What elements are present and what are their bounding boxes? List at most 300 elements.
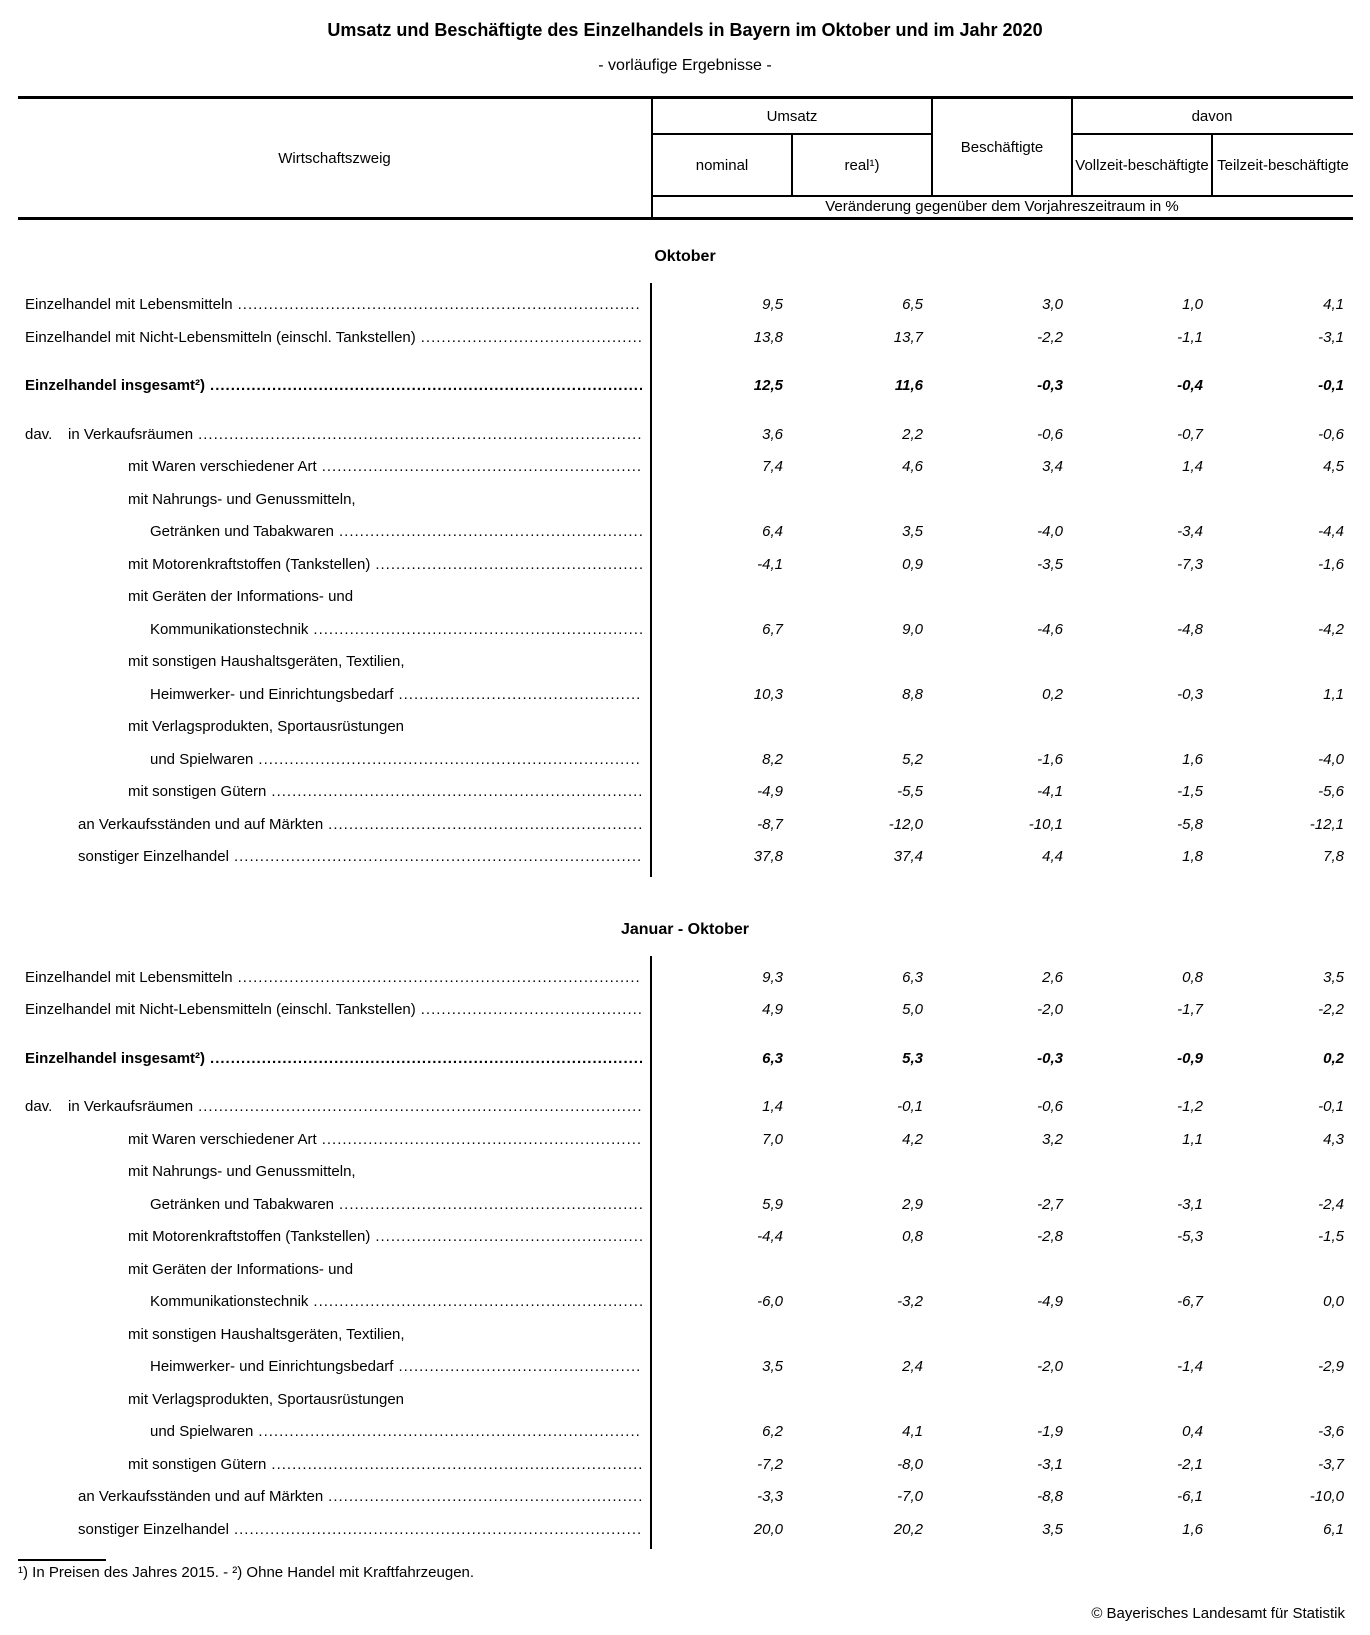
value-cell: -3,5	[1037, 555, 1063, 573]
row-label	[0, 1286, 651, 1319]
value-cell: -8,0	[897, 1455, 923, 1473]
value-cell: 4,5	[1323, 458, 1344, 475]
row-label-text: in Verkaufsräumen	[68, 1098, 194, 1115]
value-cell	[1212, 1384, 1353, 1417]
value-cell: 2,9	[902, 1195, 923, 1213]
dot-leader	[198, 1091, 642, 1124]
row-label	[0, 1156, 651, 1189]
row-label-text: Heimwerker- und Einrichtungsbedarf	[150, 685, 394, 703]
value-cell: -2,7	[1037, 1195, 1063, 1213]
row-label-text: mit Motorenkraftstoffen (Tankstellen)	[128, 1228, 371, 1245]
table-row	[0, 809, 1370, 842]
value-cell: -1,4	[1177, 1358, 1203, 1375]
section-rows	[0, 962, 1370, 1547]
value-cell	[651, 711, 792, 744]
value-cell: -10,0	[1309, 1488, 1344, 1505]
value-cell: -7,0	[897, 1488, 923, 1505]
footnote: ¹) In Preisen des Jahres 2015. - ²) Ohne Handel mit Kraftfahrzeugen.	[18, 1564, 475, 1581]
row-label	[0, 289, 651, 322]
value-cell	[792, 646, 932, 679]
table-row	[0, 1091, 1370, 1124]
value-cell: 0,8	[902, 1228, 923, 1245]
row-label	[0, 419, 651, 452]
value-cell: -6,7	[1177, 1293, 1203, 1310]
value-cell: -2,9	[1318, 1358, 1344, 1375]
value-cell: 6,2	[762, 1423, 783, 1440]
dot-leader	[313, 614, 642, 647]
value-cell	[1212, 711, 1353, 744]
value-cell: 3,2	[1042, 1130, 1063, 1148]
section-heading: Oktober	[654, 248, 716, 265]
value-cell: -1,7	[1177, 1001, 1203, 1018]
table-row	[0, 744, 1370, 777]
row-label	[0, 744, 651, 777]
dot-leader	[258, 1416, 642, 1449]
value-cell: 3,4	[1042, 458, 1063, 475]
value-cell: 1,1	[1182, 1130, 1203, 1148]
dot-leader	[238, 289, 642, 322]
value-cell: -0,4	[1177, 377, 1203, 394]
value-cell: -4,9	[757, 783, 783, 800]
column-header-teilzeit: Teilzeit-beschäftigte	[1217, 156, 1349, 174]
value-cell	[932, 711, 1072, 744]
value-cell: -7,3	[1177, 555, 1203, 573]
table-row	[0, 841, 1370, 874]
dot-leader	[398, 679, 642, 712]
value-cell: 4,6	[902, 458, 923, 475]
row-label	[0, 776, 651, 809]
value-cell: -1,9	[1037, 1423, 1063, 1440]
table-row	[0, 1254, 1370, 1287]
value-cell: 5,9	[762, 1195, 783, 1213]
value-cell: -2,2	[1318, 1001, 1344, 1018]
value-cell: 3,5	[1323, 968, 1344, 986]
value-cell: 1,1	[1323, 685, 1344, 703]
value-cell	[1072, 484, 1212, 517]
table-body	[0, 247, 1370, 1546]
value-cell: 6,1	[1323, 1520, 1344, 1538]
row-label-text: Einzelhandel mit Nicht-Lebensmitteln (einschl. Tankstellen)	[25, 328, 416, 346]
dot-leader	[238, 962, 642, 995]
value-cell: -0,3	[1037, 377, 1063, 394]
dot-leader	[234, 1514, 642, 1547]
row-label	[0, 1514, 651, 1547]
table-row	[0, 1514, 1370, 1547]
value-cell	[1212, 646, 1353, 679]
value-cell: 0,4	[1182, 1423, 1203, 1440]
value-cell: 4,1	[1323, 296, 1344, 313]
value-cell: -4,4	[757, 1228, 783, 1245]
value-cell	[1072, 581, 1212, 614]
row-prefix: dav.	[25, 1098, 53, 1115]
row-label	[0, 1254, 651, 1287]
value-cell: -0,6	[1318, 425, 1344, 443]
value-cell: 1,8	[1182, 848, 1203, 865]
table-row	[0, 516, 1370, 549]
value-cell	[1212, 1156, 1353, 1189]
value-cell	[1212, 581, 1353, 614]
dot-leader	[328, 809, 642, 842]
value-cell: 3,5	[902, 523, 923, 540]
dot-leader	[322, 1124, 642, 1157]
value-cell: -5,3	[1177, 1228, 1203, 1245]
table-row	[0, 1043, 1370, 1076]
row-label	[0, 1351, 651, 1384]
row-label	[0, 1481, 651, 1514]
value-cell: -1,6	[1037, 750, 1063, 768]
value-cell: 0,2	[1042, 685, 1063, 703]
value-cell: 9,0	[902, 620, 923, 638]
value-cell: 0,8	[1182, 968, 1203, 986]
row-label	[0, 1449, 651, 1482]
value-cell	[792, 711, 932, 744]
value-cell: 4,9	[762, 1001, 783, 1018]
value-cell: -3,1	[1177, 1195, 1203, 1213]
row-label	[0, 370, 651, 403]
row-label-text: sonstiger Einzelhandel	[78, 848, 229, 865]
value-cell	[932, 1156, 1072, 1189]
value-cell: 4,2	[902, 1130, 923, 1148]
section-heading: Januar - Oktober	[620, 920, 750, 938]
dot-leader	[328, 1481, 642, 1514]
value-cell: 3,5	[1042, 1520, 1063, 1538]
table-row	[0, 484, 1370, 517]
value-cell: -0,7	[1177, 425, 1203, 443]
value-cell: 6,3	[902, 968, 923, 986]
value-cell	[1212, 484, 1353, 517]
value-cell: 13,7	[893, 328, 923, 346]
value-cell: -4,2	[1318, 620, 1344, 638]
copyright-notice: © Bayerisches Landesamt für Statistik	[1091, 1605, 1345, 1622]
value-cell	[932, 646, 1072, 679]
value-cell: 4,3	[1323, 1130, 1344, 1148]
value-cell: 4,1	[902, 1423, 923, 1440]
value-cell: -1,5	[1177, 783, 1203, 800]
value-cell: -10,1	[1028, 815, 1063, 833]
value-cell: -3,1	[1037, 1455, 1063, 1473]
value-cell: 9,5	[762, 296, 783, 313]
value-cell: 1,0	[1182, 296, 1203, 313]
row-label	[0, 322, 651, 355]
row-label	[0, 679, 651, 712]
value-cell: -3,7	[1318, 1455, 1344, 1473]
dot-leader	[210, 1043, 642, 1076]
value-cell	[932, 581, 1072, 614]
value-cell	[792, 1384, 932, 1417]
value-cell: -4,0	[1318, 750, 1344, 768]
value-cell: 7,0	[762, 1130, 783, 1148]
value-cell: -1,5	[1318, 1228, 1344, 1245]
row-label-text: Einzelhandel mit Lebensmitteln	[25, 296, 233, 313]
table-row	[0, 1221, 1370, 1254]
row-label	[0, 1189, 651, 1222]
value-cell: -0,1	[897, 1098, 923, 1115]
row-label-text: mit sonstigen Haushaltsgeräten, Textilien,	[128, 653, 405, 670]
table-row	[0, 962, 1370, 995]
table-row	[0, 1286, 1370, 1319]
row-label	[0, 1124, 651, 1157]
value-cell: -3,4	[1177, 523, 1203, 540]
value-cell: 5,2	[902, 750, 923, 768]
value-cell: -4,9	[1037, 1293, 1063, 1310]
row-label	[0, 994, 651, 1027]
value-cell	[1072, 711, 1212, 744]
table-row	[0, 1351, 1370, 1384]
value-cell: 8,8	[902, 685, 923, 703]
value-cell: 2,4	[902, 1358, 923, 1375]
dot-leader	[234, 841, 642, 874]
table-row	[0, 614, 1370, 647]
value-cell: 20,2	[893, 1520, 923, 1538]
value-cell: -4,1	[757, 555, 783, 573]
value-cell: -12,1	[1309, 815, 1344, 833]
row-label-text: mit Verlagsprodukten, Sportausrüstungen	[128, 1390, 404, 1408]
value-cell	[792, 1319, 932, 1352]
value-cell: -7,2	[757, 1455, 783, 1473]
value-cell: 37,8	[753, 848, 783, 865]
row-label-text: und Spielwaren	[150, 750, 254, 768]
row-label	[0, 809, 651, 842]
value-cell	[651, 1156, 792, 1189]
row-label	[0, 1043, 651, 1076]
dot-leader	[271, 1449, 642, 1482]
value-cell	[651, 1319, 792, 1352]
value-cell	[651, 484, 792, 517]
value-cell: -0,3	[1177, 685, 1203, 703]
value-cell	[932, 484, 1072, 517]
value-cell: 6,4	[762, 523, 783, 540]
value-cell: 11,6	[894, 377, 923, 394]
value-cell: -4,4	[1318, 523, 1344, 540]
row-label-text: Einzelhandel insgesamt²)	[25, 1049, 206, 1067]
dot-leader	[339, 516, 642, 549]
value-cell	[1072, 1156, 1212, 1189]
value-cell: -8,7	[757, 815, 783, 833]
column-header-nominal: nominal	[695, 156, 749, 174]
value-cell: 1,4	[1182, 458, 1203, 475]
value-cell: 13,8	[753, 328, 783, 346]
value-cell	[651, 1254, 792, 1287]
row-label-text: und Spielwaren	[150, 1423, 254, 1440]
row-label	[0, 646, 651, 679]
row-label	[0, 1091, 651, 1124]
table-row	[0, 1124, 1370, 1157]
row-label-text: Kommunikationstechnik	[150, 1293, 309, 1310]
value-cell: -0,3	[1037, 1049, 1063, 1067]
row-label	[0, 614, 651, 647]
row-label-text: Kommunikationstechnik	[150, 620, 309, 638]
row-label	[0, 484, 651, 517]
table-row	[0, 1481, 1370, 1514]
value-cell: -1,6	[1318, 555, 1344, 573]
value-cell: 6,3	[762, 1049, 783, 1067]
value-cell: 1,6	[1182, 1520, 1203, 1538]
table-row	[0, 994, 1370, 1027]
value-cell	[792, 581, 932, 614]
value-cell	[792, 484, 932, 517]
unit-row: Veränderung gegenüber dem Vorjahreszeitraum in %	[825, 198, 1179, 215]
table-row	[0, 322, 1370, 355]
value-cell: -3,6	[1318, 1423, 1344, 1440]
row-prefix: dav.	[25, 425, 53, 443]
value-cell	[651, 581, 792, 614]
page-title: Umsatz und Beschäftigte des Einzelhandels in Bayern im Oktober und im Jahr 2020	[327, 20, 1043, 40]
row-label-text: mit Verlagsprodukten, Sportausrüstungen	[128, 718, 404, 735]
column-group-umsatz: Umsatz	[766, 107, 818, 125]
row-label-text: mit sonstigen Haushaltsgeräten, Textilien,	[128, 1325, 405, 1343]
value-cell: 0,2	[1323, 1049, 1344, 1067]
dot-leader	[322, 451, 642, 484]
value-cell: -0,1	[1318, 377, 1344, 394]
row-label	[0, 549, 651, 582]
row-label-text: mit Geräten der Informations- und	[128, 588, 354, 605]
dot-leader	[375, 1221, 642, 1254]
value-cell: 3,5	[762, 1358, 783, 1375]
table-row	[0, 1319, 1370, 1352]
row-label-text: mit Motorenkraftstoffen (Tankstellen)	[128, 555, 371, 573]
value-cell: 7,4	[762, 458, 783, 475]
row-label-text: sonstiger Einzelhandel	[78, 1520, 229, 1538]
column-group-davon: davon	[1191, 107, 1233, 125]
table-row	[0, 776, 1370, 809]
value-cell: -5,8	[1177, 815, 1203, 833]
value-cell: -5,6	[1318, 783, 1344, 800]
value-cell: 6,7	[762, 620, 783, 638]
row-label	[0, 516, 651, 549]
value-cell: -2,0	[1037, 1001, 1063, 1018]
value-cell: -2,0	[1037, 1358, 1063, 1375]
value-cell: 10,3	[753, 685, 783, 703]
value-cell	[1072, 1254, 1212, 1287]
dot-leader	[398, 1351, 642, 1384]
column-header-wirtschaftszweig: Wirtschaftszweig	[278, 149, 391, 167]
row-label-text: Getränken und Tabakwaren	[150, 523, 335, 540]
value-cell: -3,2	[897, 1293, 923, 1310]
row-label-text: mit Waren verschiedener Art	[128, 1130, 317, 1148]
section-oktober	[0, 247, 1370, 874]
value-cell: -0,1	[1318, 1098, 1344, 1115]
table-header	[18, 96, 1353, 220]
value-cell: 2,2	[902, 425, 923, 443]
header-bottom-rule	[18, 217, 1353, 220]
value-cell: 20,0	[753, 1520, 783, 1538]
value-cell: 3,0	[1042, 296, 1063, 313]
dot-leader	[421, 994, 642, 1027]
row-label-text: Heimwerker- und Einrichtungsbedarf	[150, 1358, 394, 1375]
row-label-text: Einzelhandel mit Nicht-Lebensmitteln (einschl. Tankstellen)	[25, 1001, 416, 1018]
row-label-text: Einzelhandel mit Lebensmitteln	[25, 968, 233, 986]
row-label-text: Einzelhandel insgesamt²)	[25, 377, 206, 394]
row-label-text: mit sonstigen Gütern	[128, 783, 267, 800]
value-cell: -6,1	[1177, 1488, 1203, 1505]
row-label-text: an Verkaufsständen und auf Märkten	[78, 1488, 324, 1505]
value-cell: 3,6	[762, 425, 783, 443]
table-row	[0, 419, 1370, 452]
value-cell: -1,2	[1177, 1098, 1203, 1115]
value-cell: 7,8	[1323, 848, 1344, 865]
value-cell: 1,6	[1182, 750, 1203, 768]
dot-leader	[198, 419, 642, 452]
table-row	[0, 646, 1370, 679]
value-cell	[932, 1254, 1072, 1287]
value-cell: -4,0	[1037, 523, 1063, 540]
value-cell: -2,2	[1037, 328, 1063, 346]
value-cell: -8,8	[1037, 1488, 1063, 1505]
row-label-text: in Verkaufsräumen	[68, 425, 194, 443]
value-cell: -4,8	[1177, 620, 1203, 638]
value-cell	[1212, 1254, 1353, 1287]
table-row	[0, 1416, 1370, 1449]
value-cell: -3,3	[757, 1488, 783, 1505]
value-cell	[932, 1384, 1072, 1417]
dot-leader	[258, 744, 642, 777]
dot-leader	[339, 1189, 642, 1222]
column-header-vollzeit: Vollzeit-beschäftigte	[1075, 156, 1209, 174]
row-label	[0, 1221, 651, 1254]
table-row	[0, 370, 1370, 403]
row-label	[0, 1319, 651, 1352]
value-cell	[1072, 1384, 1212, 1417]
value-cell: 9,3	[762, 968, 783, 986]
table-row	[0, 581, 1370, 614]
dot-leader	[375, 549, 642, 582]
row-label-text: mit Nahrungs- und Genussmitteln,	[128, 490, 356, 508]
row-label	[0, 841, 651, 874]
value-cell	[792, 1254, 932, 1287]
table-row	[0, 1384, 1370, 1417]
dot-leader	[210, 370, 642, 403]
dot-leader	[421, 322, 642, 355]
row-label	[0, 711, 651, 744]
value-cell	[651, 646, 792, 679]
value-cell: 5,3	[902, 1049, 923, 1067]
value-cell: -0,6	[1037, 425, 1063, 443]
value-cell: -1,1	[1177, 328, 1203, 346]
value-cell: 0,9	[902, 555, 923, 573]
row-label-text: mit sonstigen Gütern	[128, 1455, 267, 1473]
row-label	[0, 1384, 651, 1417]
value-cell: 37,4	[893, 848, 923, 865]
row-label	[0, 581, 651, 614]
value-cell: -4,1	[1037, 783, 1063, 800]
table-row	[0, 549, 1370, 582]
row-label-text: mit Waren verschiedener Art	[128, 458, 317, 475]
value-cell: 6,5	[902, 296, 923, 313]
row-label	[0, 451, 651, 484]
table-row	[0, 1156, 1370, 1189]
value-cell: -0,9	[1177, 1049, 1203, 1067]
value-cell	[651, 1384, 792, 1417]
value-cell: 8,2	[762, 750, 783, 768]
value-cell	[792, 1156, 932, 1189]
section-rows	[0, 289, 1370, 874]
value-cell: 5,0	[902, 1001, 923, 1018]
column-header-beschaeftigte: Beschäftigte	[960, 138, 1044, 156]
value-cell: 2,6	[1042, 968, 1063, 986]
value-cell: -2,8	[1037, 1228, 1063, 1245]
value-cell: 0,0	[1323, 1293, 1344, 1310]
footnote-rule	[18, 1559, 106, 1561]
page-subtitle: - vorläufige Ergebnisse -	[598, 57, 772, 74]
dot-leader	[313, 1286, 642, 1319]
value-cell: 1,4	[762, 1098, 783, 1115]
table-row	[0, 1449, 1370, 1482]
value-cell	[932, 1319, 1072, 1352]
table-row	[0, 711, 1370, 744]
value-cell	[1212, 1319, 1353, 1352]
row-label-text: mit Nahrungs- und Genussmitteln,	[128, 1163, 356, 1180]
table-row	[0, 1189, 1370, 1222]
